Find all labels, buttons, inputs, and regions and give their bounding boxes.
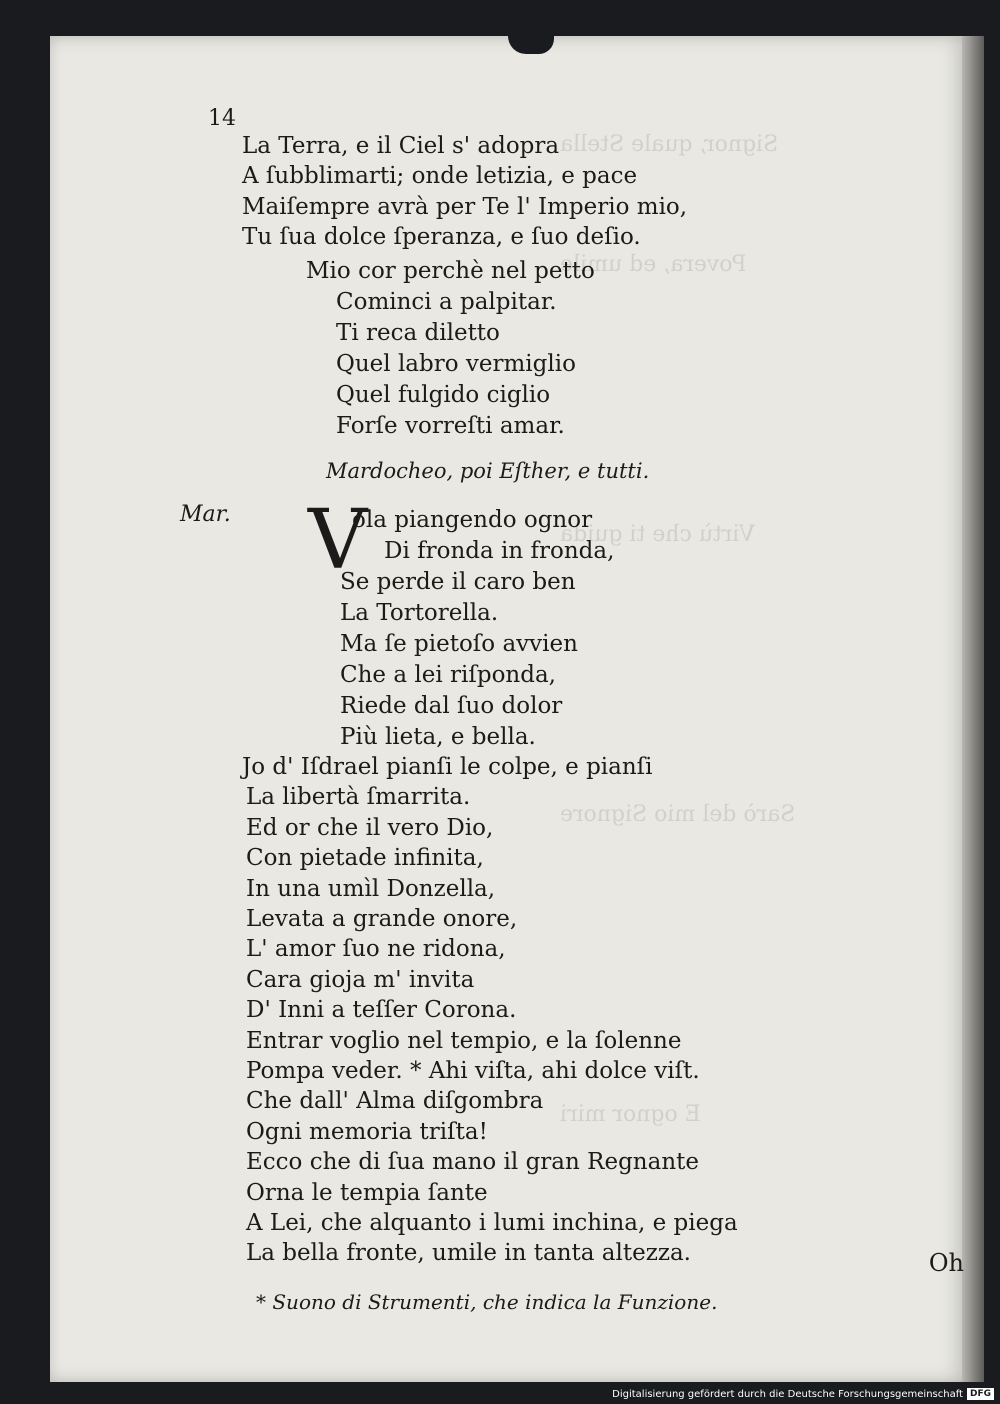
verse-line: La libertà ſmarrita. [246, 784, 471, 810]
verse-line: Entrar voglio nel tempio, e la ſolenne [246, 1028, 682, 1054]
verse-line: Forſe vorreſti amar. [336, 413, 565, 439]
bleed-through-text: Sarò del mio Signore [560, 802, 796, 827]
verse-line: Pompa veder. * Ahi viſta, ahi dolce viſt. [246, 1058, 700, 1084]
verse-line: Riede dal ſuo dolor [340, 693, 563, 719]
verse-line: Orna le tempia ſante [246, 1180, 488, 1206]
verse-line: Che dall' Alma diſgombra [246, 1088, 544, 1114]
verse-line: Maiſempre avrà per Te l' Imperio mio, [242, 194, 688, 220]
verse-line: La Tortorella. [340, 600, 499, 626]
verse-line: Che a lei riſponda, [340, 662, 556, 688]
verse-line: Ti reca diletto [336, 320, 500, 346]
verse-line: Se perde il caro ben [340, 569, 576, 595]
verse-line: La Terra, e il Ciel s' adopra [242, 133, 560, 159]
bleed-through-text: E ognor miri [560, 1102, 701, 1127]
footnote: * Suono di Strumenti, che indica la Funzione. [256, 1290, 718, 1314]
scene-heading: Mardocheo, poi Eſther, e tutti. [326, 459, 650, 483]
verse-line: A Lei, che alquanto i lumi inchina, e piega [246, 1210, 738, 1236]
verse-line: ola piangendo ognor [352, 507, 593, 533]
drop-cap: V [308, 493, 368, 588]
verse-line: Levata a grande onore, [246, 906, 518, 932]
dfg-logo: DFG [967, 1388, 994, 1400]
verse-line: Cara gioja m' invita [246, 967, 475, 993]
page-number: 14 [208, 106, 236, 131]
verse-line: In una umìl Donzella, [246, 876, 496, 902]
credit-text: Digitalisierung gefördert durch die Deutsche Forschungsgemeinschaft [612, 1388, 963, 1400]
bleed-through-text: Povera, ed umile [560, 252, 747, 277]
verse-line: Ed or che il vero Dio, [246, 815, 494, 841]
verse-line: D' Inni a teſſer Corona. [246, 997, 517, 1023]
verse-line: Più lieta, e bella. [340, 724, 536, 750]
verse-line: Cominci a palpitar. [336, 289, 557, 315]
speaker-label: Mar. [180, 502, 231, 527]
verse-line: Di fronda in fronda, [384, 538, 615, 564]
digitization-credit [612, 1388, 994, 1400]
verse-line: L' amor ſuo ne ridona, [246, 936, 506, 962]
book-gutter [962, 36, 984, 1382]
verse-line: Tu ſua dolce ſperanza, e ſuo deſio. [242, 224, 641, 250]
verse-line: Jo d' Iſdrael pianſi le colpe, e pianſi [242, 754, 653, 780]
verse-line: Quel labro vermiglio [336, 351, 576, 377]
bleed-through-text: Virtù che ti guida [560, 522, 755, 547]
verse-line: Quel fulgido ciglio [336, 382, 551, 408]
verse-line: Mio cor perchè nel petto [306, 258, 595, 284]
catchword: Oh [928, 1249, 964, 1277]
verse-line: La bella fronte, umile in tanta altezza. [246, 1240, 691, 1266]
verse-line: Ecco che di ſua mano il gran Regnante [246, 1149, 699, 1175]
verse-line: Con pietade infinita, [246, 845, 484, 871]
verse-line: A ſubblimarti; onde letizia, e pace [242, 163, 638, 189]
verse-line: Ogni memoria triſta! [246, 1119, 488, 1145]
verse-line: Ma ſe pietoſo avvien [340, 631, 578, 657]
bleed-through-text: Signor, quale Stella [560, 132, 779, 157]
